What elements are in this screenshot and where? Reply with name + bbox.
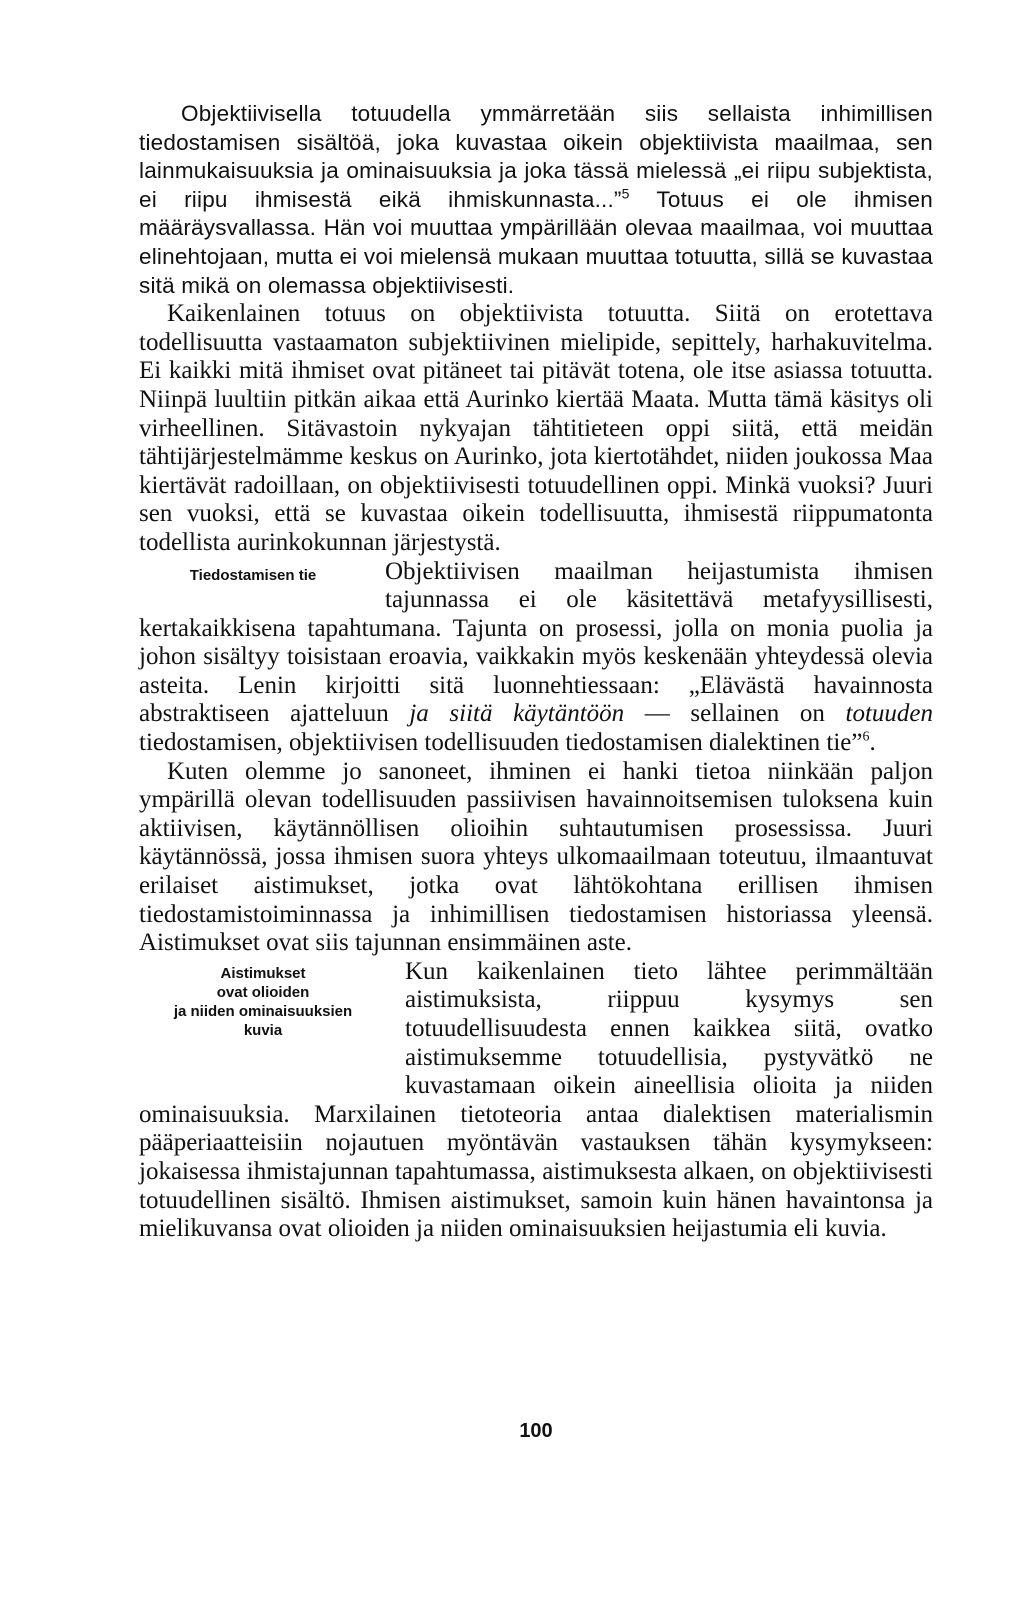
paragraph-text: tiedostamisen, objektiivisen todellisuuden tiedostamisen dialektinen tie” [139, 729, 863, 757]
paragraph [139, 758, 933, 958]
paragraph-text: — sellainen on [644, 700, 825, 728]
margin-heading [139, 964, 387, 1074]
margin-heading: Tiedostamisen tie [189, 566, 317, 584]
margin-heading-line: kuvia [243, 1021, 283, 1039]
paragraph-text: Kuten olemme jo sanoneet, ihminen ei hanki tietoa niinkään paljon ympärillä olevan todellisuuden passiivisen havainnoitsemisen tuloksena kuin aktiivisen, käytännöllisen olioihin suhtautumisen prosessissa. Juuri käytännössä, jossa ihmisen suora yhteys ulkomaailmaan toteutuu, ilmaantuvat erilaiset aistimukset, jotka ovat lähtökohtana erillisen ihmisen tiedostamistoiminnassa ja inhimillisen tiedostamisen historiassa yleensä. Aistimukset ovat siis tajunnan ensimmäinen aste. [139, 757, 933, 957]
italic-text: ja siitä käytäntöön [409, 700, 625, 728]
margin-heading-line: Aistimukset [220, 964, 306, 982]
paragraph-with-sidenote [139, 958, 933, 1244]
italic-text: totuuden [845, 700, 934, 728]
paragraph-text: Objektiivisella totuudella ymmärretään siis sellaista inhimillisen tiedostamisen sisältöä, joka kuvastaa oikein objektiivista maailmaa, sen lainmukaisuuksia ja ominaisuuksia ja joka tässä mielessä „ei riipu subjektista, ei riipu ihmisestä eikä ihmiskunnasta...” [139, 101, 933, 212]
paragraph-text: Kun kaikenlainen tieto lähtee perimmältään aistimuksista, riippuu kysymys sen totuudellisuudesta ennen kaikkea siitä, ovatko aistimuksemme totuudellisia, pystyvätkö ne kuvastamaan oikein aineellisia olioita ja niiden ominaisuuksia. Marxilainen tietoteoria antaa dialektisen materialismin pääperiaatteisiin nojautuen myöntävän vastauksen tähän kysymykseen: jokaisessa ihmistajunnan tapahtumassa, aistimuksesta alkaen, on objektiivisesti totuudellinen sisältö. Ihmisen aistimukset, samoin kuin hänen havaintonsa ja mielikuvansa ovat olioiden ja niiden ominaisuuksien heijastumia eli kuvia. [139, 957, 933, 1243]
footnote-reference: 6 [862, 729, 870, 745]
footnote-reference: 5 [621, 185, 630, 202]
paragraph-text: Objektiivisen maailman heijastumista ihmisen tajunnassa ei ole käsitettävä metafyysillisesti, kertakaikkisena tapahtumana. Tajunta on prosessi, jolla on monia puolia ja johon sisältyy toisistaan eroavia, vaikkakin myös keskenään yhteydessä olevia asteita. Lenin kirjoitti sitä luonnehtiessaan: „Elävästä havainnosta abstraktiseen ajatteluun [139, 557, 933, 728]
body-text [139, 100, 933, 1244]
paragraph-text: Kaikenlainen totuus on objektiivista totuutta. Siitä on erotettava todellisuutta vastaamaton subjektiivinen mielipide, sepittely, harhakuvitelma. Ei kaikki mitä ihmiset ovat pitäneet tai pitävät totena, ole itse asiassa totuutta. Niinpä luultiin pitkän aikaa että Aurinko kiertää Maata. Mutta tämä käsitys oli virheellinen. Sitävastoin nykyajan tähtitieteen oppi siitä, että meidän tähtijärjestelmämme keskus on Aurinko, jota kiertotähdet, niiden joukossa Maa kiertävät radoillaan, on objektiivisesti totuudellinen oppi. Minkä vuoksi? Juuri sen vuoksi, että se kuvastaa oikein todellisuutta, ihmisestä riippumatonta todellista aurinkokunnan järjestystä. [139, 300, 933, 556]
paragraph-text: . [869, 729, 876, 757]
page-number: 100 [519, 1420, 553, 1442]
margin-heading-line: ja niiden ominaisuuksien [173, 1002, 353, 1020]
paragraph [139, 100, 933, 300]
margin-heading-line: ovat olioiden [216, 983, 310, 1001]
paragraph [139, 300, 933, 557]
paragraph-with-sidenote [139, 558, 933, 758]
paragraph-text: Totuus ei ole ihmisen määräysvallassa. Hän voi muuttaa ympärillään olevaa maailmaa, voi muuttaa elinehtojaan, mutta ei voi mielensä mukaan muuttaa totuutta, sillä se kuvastaa sitä mikä on olemassa objektiivisesti. [139, 186, 933, 298]
